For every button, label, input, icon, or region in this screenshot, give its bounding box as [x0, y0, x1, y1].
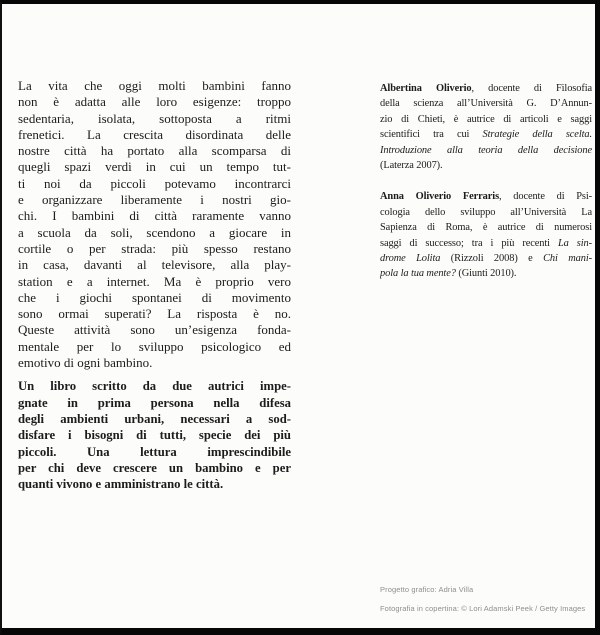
text-line [380, 81, 592, 96]
text-segment: per chi deve crescere un bambino e per [18, 460, 291, 475]
text-segment: frenetici. La crescita disordinata delle [18, 126, 291, 142]
text-segment: (Rizzoli 2008) e [440, 253, 544, 265]
text-segment: drome Lolita [380, 253, 441, 265]
text-line [18, 241, 291, 257]
text-segment: scientifici tra cui [380, 129, 483, 141]
text-segment: station e a internet. Ma è proprio vero [18, 273, 291, 289]
text-line [380, 236, 592, 251]
text-segment: Anna Oliverio Ferraris [380, 191, 500, 203]
text-line [18, 127, 291, 143]
text-line [380, 127, 592, 142]
text-line [18, 378, 291, 394]
text-line [18, 290, 291, 306]
text-line [18, 476, 291, 492]
photo-credit: Fotografia in copertina: © Lori Adamski Peek / Getty Images [380, 604, 586, 613]
text-segment: sono ormai superati? La risposta è no. [18, 306, 291, 322]
text-segment: Chi mani- [543, 253, 592, 265]
paragraph [18, 78, 291, 371]
text-segment: ti noi da piccoli potevamo incontrarci [18, 175, 291, 191]
text-segment: piccoli. Una lettura imprescindibile [18, 444, 291, 459]
text-segment: in casa, davanti al televisore, alla play- [18, 257, 291, 273]
text-line [380, 143, 592, 158]
text-segment: (Laterza 2007). [380, 160, 443, 172]
text-segment: nostre città ha portato alla scomparsa di [18, 143, 291, 159]
text-segment: Introduzione alla teoria della decisione [380, 144, 592, 156]
text-line [380, 266, 592, 281]
text-segment: saggi di successo; tra i più recenti [380, 237, 558, 249]
text-line [18, 257, 291, 273]
text-segment: disfare i bisogni di tutti, specie dei più [18, 428, 291, 443]
text-segment: Albertina Oliverio [380, 83, 472, 94]
text-line [18, 78, 291, 94]
text-line [18, 111, 291, 127]
text-line [18, 225, 291, 241]
synopsis-column [18, 78, 291, 492]
text-line [380, 96, 592, 111]
text-line [18, 94, 291, 110]
text-segment: Sapienza di Roma, è autrice di numerosi [380, 222, 592, 234]
text-line [380, 205, 592, 220]
paragraph [380, 189, 592, 281]
text-line [18, 427, 291, 443]
text-segment: emotivo di ogni bambino. [18, 355, 153, 371]
credits-block [380, 585, 592, 613]
text-segment: quanti vivono e amministrano le città. [18, 477, 224, 492]
author-bios-column [380, 81, 592, 282]
text-segment: (Giunti 2010). [455, 268, 517, 280]
text-segment: degli ambienti urbani, necessari a sod- [18, 411, 291, 426]
text-line [18, 208, 291, 224]
text-line [18, 411, 291, 427]
text-segment: pola la tua mente? [380, 268, 456, 280]
text-line [380, 189, 592, 204]
text-line [18, 395, 291, 411]
text-line [380, 251, 592, 266]
text-segment: non è adatta alle loro esigenze: troppo [18, 94, 291, 110]
text-segment: a scuola da soli, scendono a giocare in [18, 224, 291, 240]
text-segment: quegli spazi verdi in cui un tempo tut- [18, 159, 291, 175]
text-segment: Strategie della scelta. [482, 129, 592, 141]
text-segment: La vita che oggi molti bambini fanno [18, 78, 291, 93]
text-segment: mentale per lo sviluppo psicologico ed [18, 338, 291, 354]
text-segment: sedentaria, isolata, sottoposta a ritmi [18, 110, 291, 126]
text-line [18, 143, 291, 159]
text-line [380, 220, 592, 235]
text-line [18, 274, 291, 290]
text-segment: zio di Chieti, è autrice di articoli e saggi [380, 113, 592, 125]
text-segment: , docente di Filosofia [471, 83, 592, 94]
text-line [18, 159, 291, 175]
text-segment: e organizzare liberamente i nostri gio- [18, 192, 291, 208]
text-segment: , docente di Psi- [499, 191, 592, 203]
text-line [18, 306, 291, 322]
text-line [18, 176, 291, 192]
text-line [18, 355, 291, 371]
text-segment: gnate in prima persona nella difesa [18, 395, 291, 410]
text-segment: cortile o per strada: più spesso restano [18, 240, 291, 256]
text-segment: che i giochi spontanei di movimento [18, 289, 291, 305]
paragraph [380, 81, 592, 173]
text-segment: La sin- [557, 237, 592, 249]
text-segment: Un libro scritto da due autrici impe- [18, 379, 291, 394]
paragraph [18, 378, 291, 492]
text-segment: chi. I bambini di città raramente vanno [18, 208, 291, 224]
text-line [380, 158, 592, 173]
text-line [18, 322, 291, 338]
text-segment: Queste attività sono un’esigenza fonda- [18, 322, 291, 338]
text-line [18, 339, 291, 355]
text-line [18, 460, 291, 476]
text-line [18, 192, 291, 208]
text-line [380, 112, 592, 127]
text-segment: della scienza all’Università G. D’Annun- [380, 98, 592, 110]
text-segment: cologia dello sviluppo all’Università La [380, 206, 592, 218]
design-credit: Progetto grafico: Adria Villa [380, 585, 474, 594]
text-line [18, 444, 291, 460]
